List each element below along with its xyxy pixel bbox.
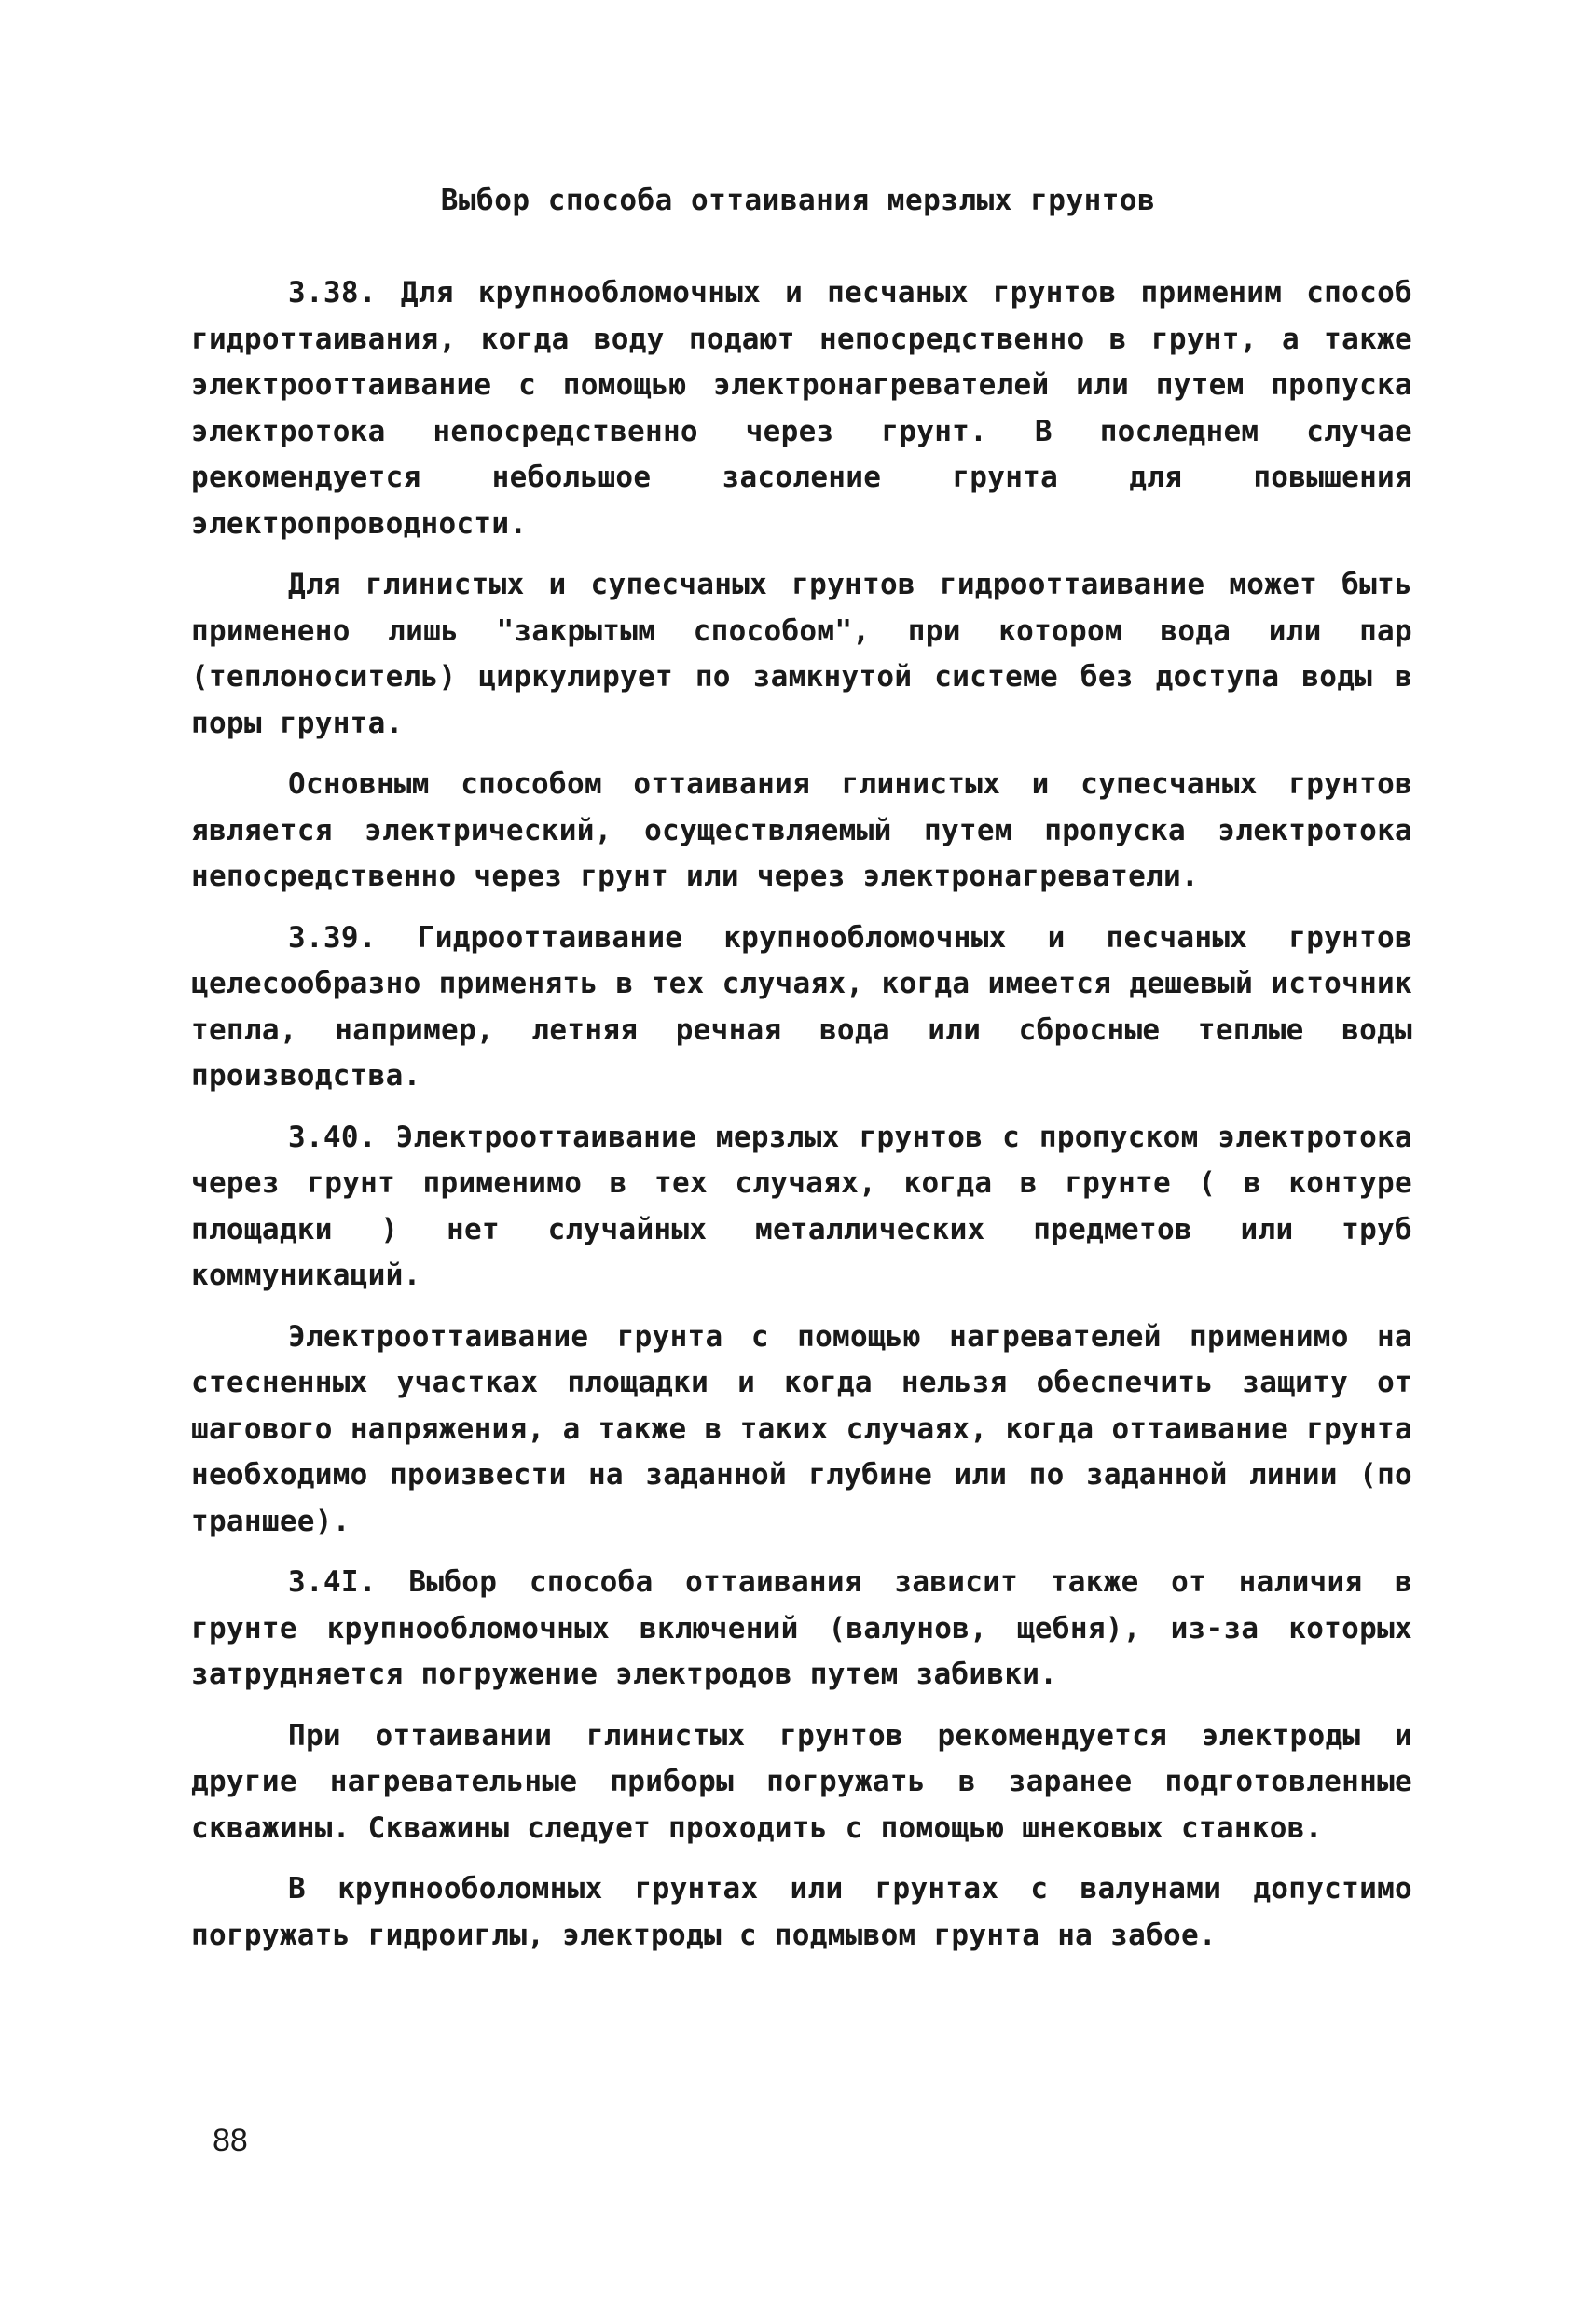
paragraph-clay-thawing: При оттаивании глинистых грунтов рекомендуется электроды и другие нагревательные приборы погружать в заранее подготовленные скважины. Скважины следует проходить с помощью шнековых станков. <box>191 1718 1412 1845</box>
paragraph-3-41: 3.4I. Выбор способа оттаивания зависит также от наличия в грунте крупнообломочных включений (валунов, щебня), из-за которых затрудняется погружение электродов путем забивки. <box>191 1565 1412 1691</box>
section-heading: Выбор способа оттаивания мерзлых грунтов <box>440 184 1156 217</box>
paragraph-main-method: Основным способом оттаивания глинистых и супесчаных грунтов является электрический, осуществляемый путем пропуска электротока непосредственно через грунт или через электронагреватели. <box>191 767 1412 893</box>
paragraph-boulder-soils: В крупнооболомных грунтах или грунтах с валунами допустимо погружать гидроиглы, электроды с подмывом грунта на забое. <box>191 1872 1412 1952</box>
page-number: 88 <box>213 2123 248 2158</box>
paragraph-clay-soils: Для глинистых и супесчаных грунтов гидрооттаивание может быть применено лишь "закрытым способом", при котором вода или пар (теплоноситель) циркулирует по замкнутой системе без доступа воды в поры грунта. <box>191 568 1412 740</box>
paragraph-3-38: 3.38. Для крупнообломочных и песчаных грунтов применим способ гидроттаивания, когда воду подают непосредственно в грунт, а также электрооттаивание с помощью электронагревателей или путем пропуска электротока непосредственно через грунт. В последнем случае рекомендуется небольшое засоление грунта для повышения электропроводности. <box>191 276 1412 541</box>
paragraph-heaters: Электрооттаивание грунта с помощью нагревателей применимо на стесненных участках площадки и когда нельзя обеспечить защиту от шагового напряжения, а также в таких случаях, когда оттаивание грунта необходимо произвести на заданной глубине или по заданной линии (по траншее). <box>191 1319 1412 1538</box>
paragraph-3-40: 3.40. Электрооттаивание мерзлых грунтов с пропуском электротока через грунт применимо в тех случаях, когда в грунте ( в контуре площадки ) нет случайных металлических предметов или труб коммуникаций. <box>191 1120 1412 1292</box>
body-text <box>191 270 1412 1974</box>
paragraph-3-39: 3.39. Гидрооттаивание крупнообломочных и песчаных грунтов целесообразно применять в тех случаях, когда имеется дешевый источник тепла, например, летняя речная вода или сбросные теплые воды производства. <box>191 920 1412 1093</box>
